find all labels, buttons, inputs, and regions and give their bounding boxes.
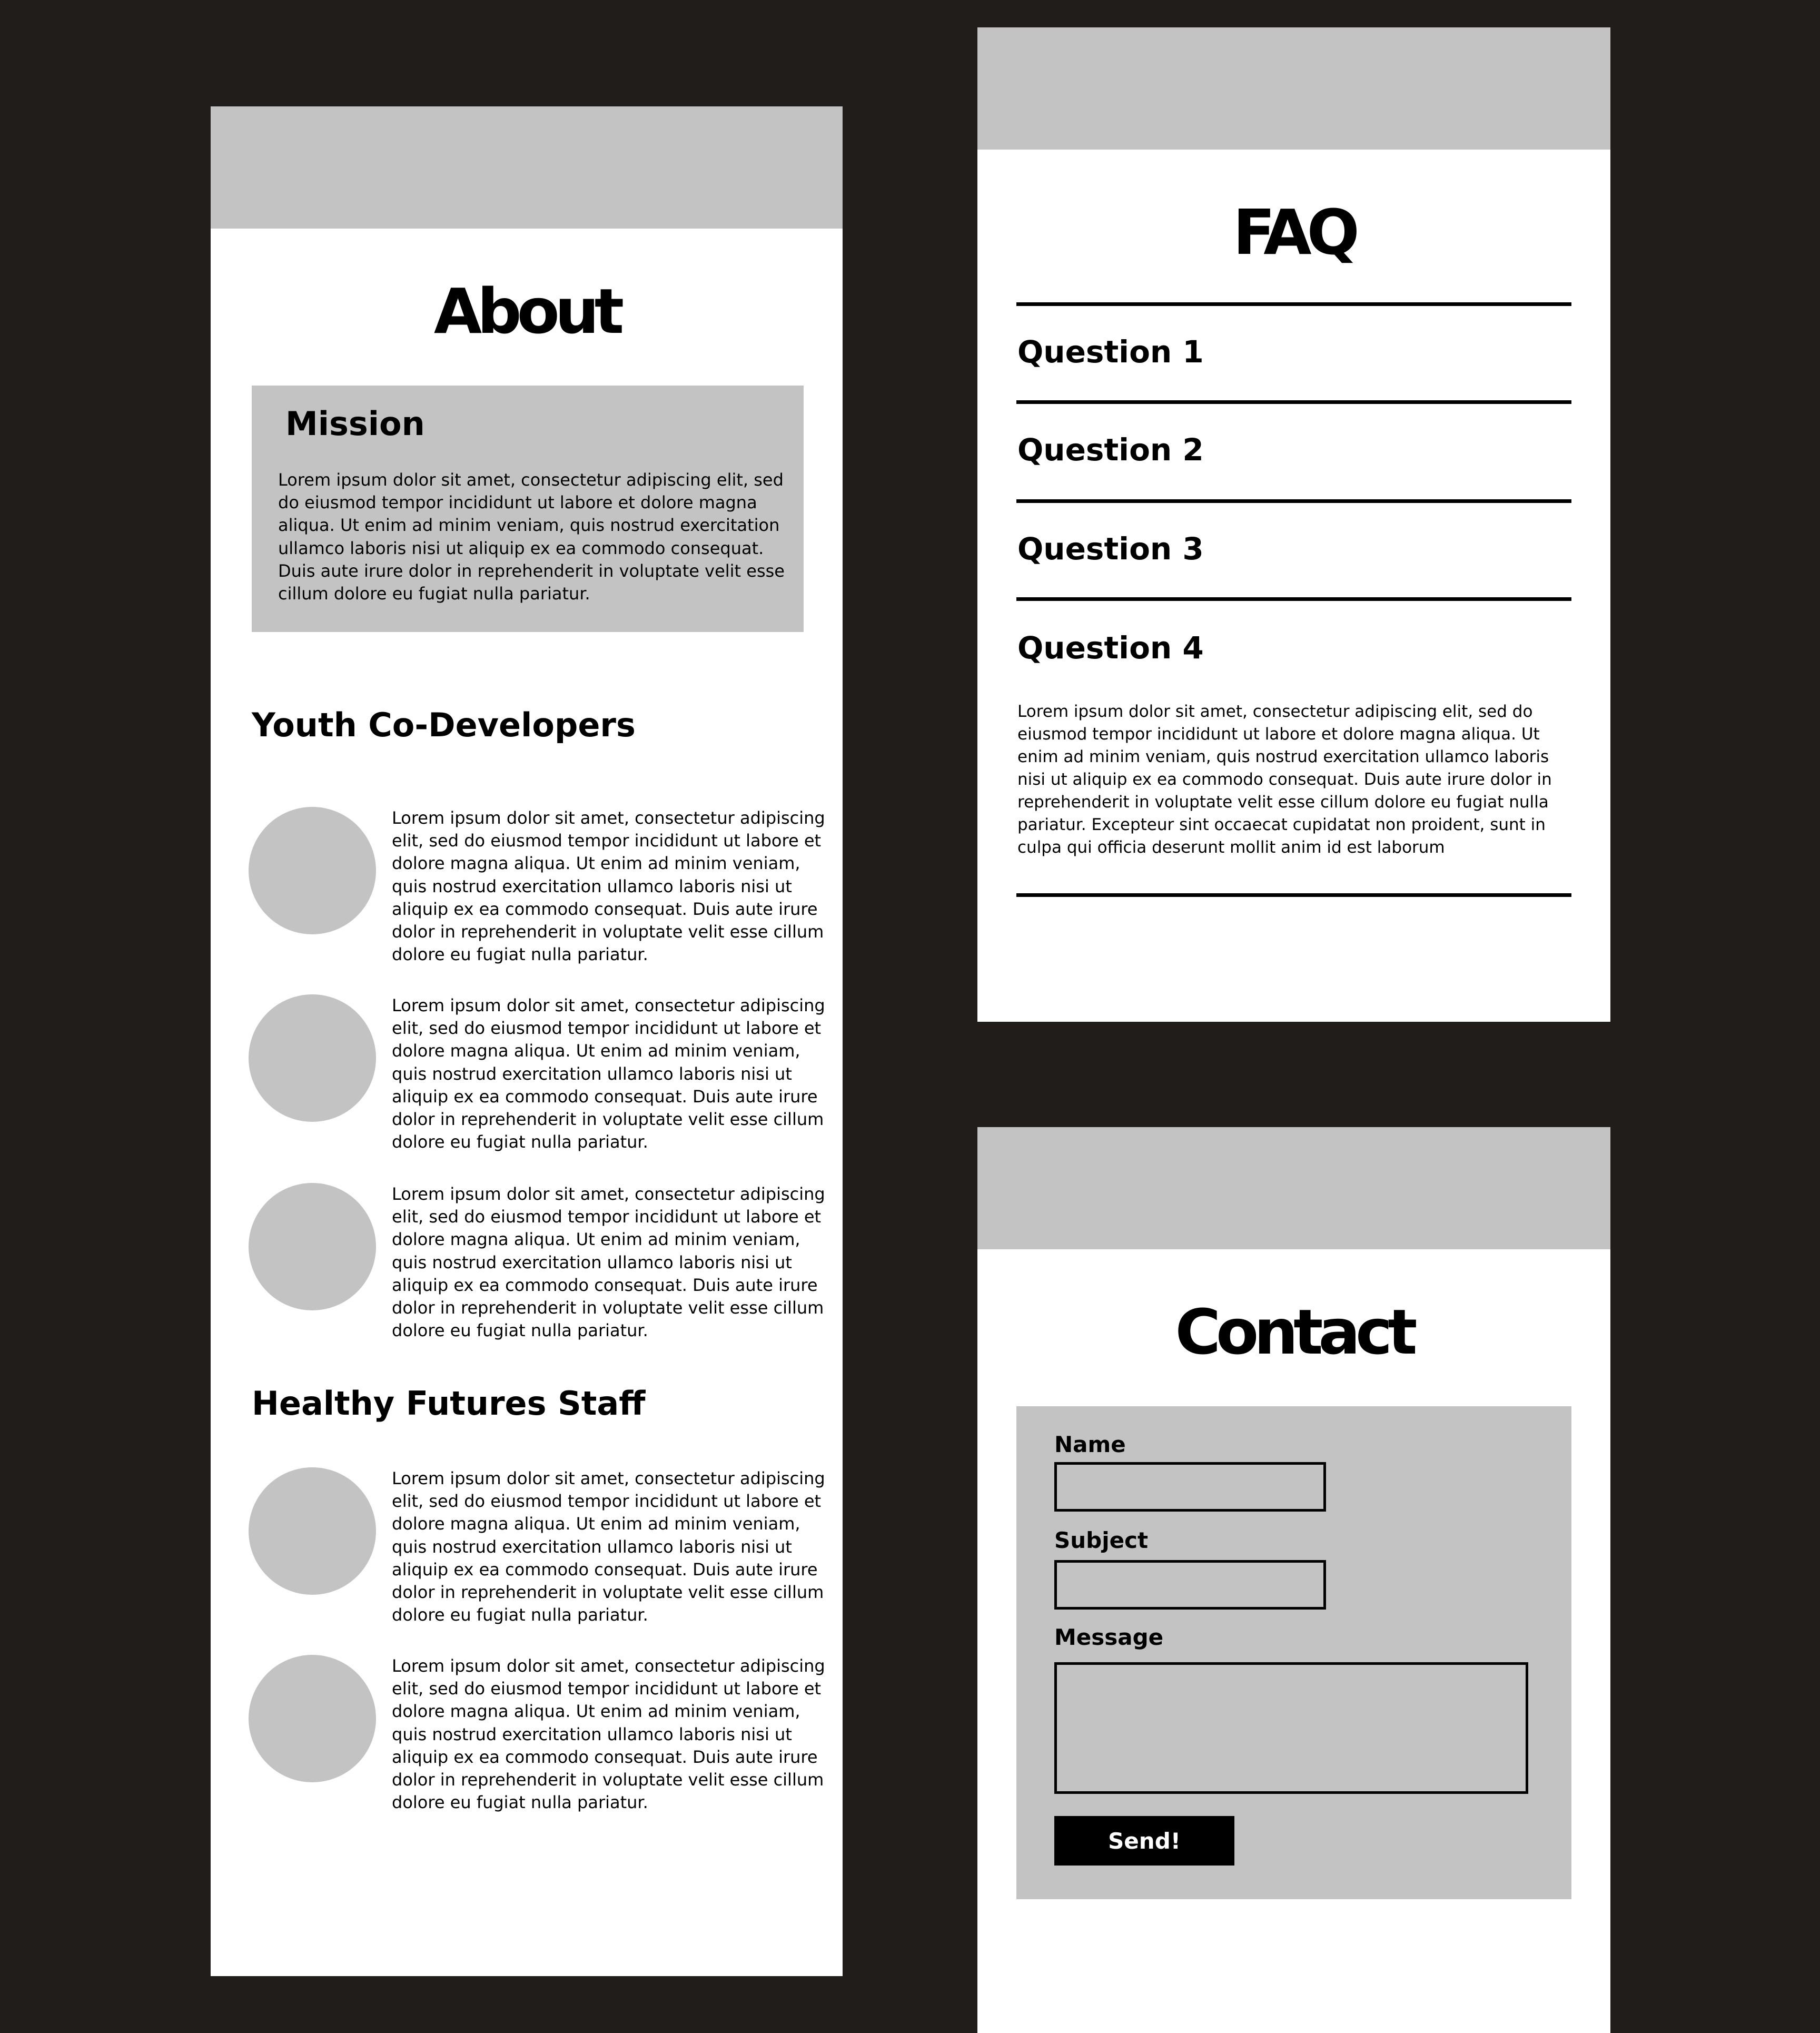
staff-heading: Healthy Futures Staff: [252, 1384, 646, 1423]
contact-page-mockup: [977, 1127, 1610, 2033]
faq-title: FAQ: [1233, 196, 1355, 269]
faq-divider: [1016, 893, 1571, 897]
name-input[interactable]: [1054, 1462, 1326, 1512]
member-bio: Lorem ipsum dolor sit amet, consectetur adipiscing elit, sed do eiusmod tempor incididunt ut labore et dolore magna aliqua. Ut enim ad minim veniam, quis nostrud exercitation ullamco laboris nisi ut aliquip ex ea commodo consequat. Duis aute irure dolor in reprehenderit in voluptate velit esse cillum dolore eu fugiat nulla pariatur.: [392, 1468, 825, 1625]
name-label: Name: [1054, 1432, 1126, 1457]
avatar: [249, 807, 376, 934]
contact-header-bar: [977, 1127, 1610, 1249]
avatar: [249, 994, 376, 1122]
avatar: [249, 1655, 376, 1782]
contact-form: [1016, 1406, 1571, 1899]
mission-heading: Mission: [285, 404, 425, 443]
member-bio: Lorem ipsum dolor sit amet, consectetur adipiscing elit, sed do eiusmod tempor incididunt ut labore et dolore magna aliqua. Ut enim ad minim veniam, quis nostrud exercitation ullamco laboris nisi ut aliquip ex ea commodo consequat. Duis aute irure dolor in reprehenderit in voluptate velit esse cillum dolore eu fugiat nulla pariatur.: [392, 995, 825, 1152]
about-header-bar: [211, 106, 843, 229]
member-bio: Lorem ipsum dolor sit amet, consectetur adipiscing elit, sed do eiusmod tempor incididunt ut labore et dolore magna aliqua. Ut enim ad minim veniam, quis nostrud exercitation ullamco laboris nisi ut aliquip ex ea commodo consequat. Duis aute irure dolor in reprehenderit in voluptate velit esse cillum dolore eu fugiat nulla pariatur.: [392, 1184, 825, 1341]
message-textarea[interactable]: [1054, 1662, 1528, 1794]
member-bio: Lorem ipsum dolor sit amet, consectetur adipiscing elit, sed do eiusmod tempor incididunt ut labore et dolore magna aliqua. Ut enim ad minim veniam, quis nostrud exercitation ullamco laboris nisi ut aliquip ex ea commodo consequat. Duis aute irure dolor in reprehenderit in voluptate velit esse cillum dolore eu fugiat nulla pariatur.: [392, 808, 825, 965]
faq-divider: [1016, 499, 1571, 503]
faq-divider: [1016, 302, 1571, 306]
faq-page-mockup: [977, 27, 1610, 1022]
faq-question-3[interactable]: Question 3: [1017, 531, 1204, 567]
member-bio: Lorem ipsum dolor sit amet, consectetur adipiscing elit, sed do eiusmod tempor incididunt ut labore et dolore magna aliqua. Ut enim ad minim veniam, quis nostrud exercitation ullamco laboris nisi ut aliquip ex ea commodo consequat. Duis aute irure dolor in reprehenderit in voluptate velit esse cillum dolore eu fugiat nulla pariatur.: [392, 1656, 825, 1813]
subject-label: Subject: [1054, 1527, 1149, 1553]
mission-text: Lorem ipsum dolor sit amet, consectetur adipiscing elit, sed do eiusmod tempor incididunt ut labore et dolore magna aliqua. Ut enim ad minim veniam, quis nostrud exercitation ullamco laboris nisi ut aliquip ex ea commodo consequat. Duis aute irure dolor in reprehenderit in voluptate velit esse cillum dolore eu fugiat nulla pariatur.: [278, 470, 785, 604]
faq-divider: [1016, 597, 1571, 601]
faq-answer-4: Lorem ipsum dolor sit amet, consectetur adipiscing elit, sed do eiusmod tempor incididunt ut labore et dolore magna aliqua. Ut enim ad minim veniam, quis nostrud exercitation ullamco laboris nisi ut aliquip ex ea commodo consequat. Duis aute irure dolor in reprehenderit in voluptate velit esse cillum dolore eu fugiat nulla pariatur. Excepteur sint occaecat cupidatat non proident, sunt in culpa qui officia deserunt mollit anim id est laborum: [1017, 702, 1552, 857]
faq-header-bar: [977, 27, 1610, 150]
mission-box: [252, 386, 804, 632]
faq-question-1[interactable]: Question 1: [1017, 334, 1204, 370]
avatar: [249, 1467, 376, 1595]
contact-title: Contact: [1175, 1296, 1413, 1368]
youth-heading: Youth Co-Developers: [252, 706, 636, 744]
about-title: About: [433, 275, 620, 348]
subject-input[interactable]: [1054, 1560, 1326, 1610]
faq-divider: [1016, 400, 1571, 404]
send-button[interactable]: Send!: [1054, 1816, 1234, 1866]
message-label: Message: [1054, 1624, 1164, 1650]
faq-question-4[interactable]: Question 4: [1017, 630, 1204, 666]
about-page-mockup: [211, 106, 843, 1976]
faq-question-2[interactable]: Question 2: [1017, 432, 1204, 468]
avatar: [249, 1183, 376, 1310]
